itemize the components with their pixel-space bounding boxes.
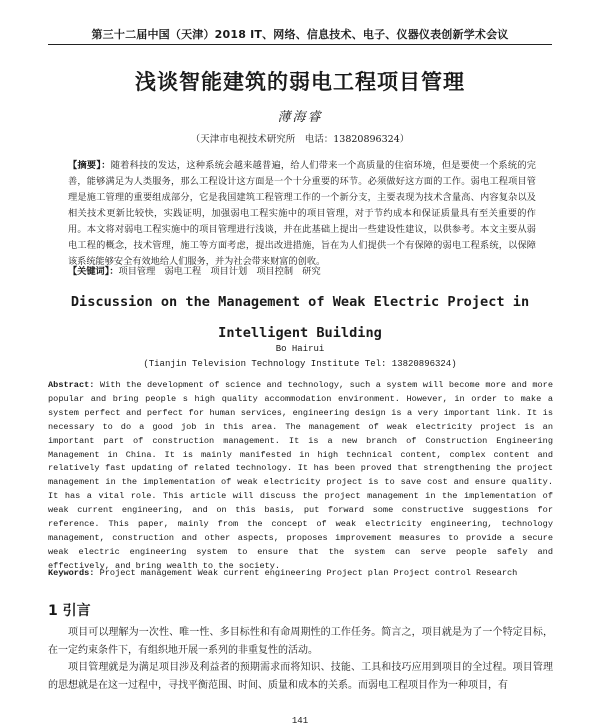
header-rule (48, 44, 552, 45)
english-keywords-text: Project management Weak current engineering Project plan Project control Research (99, 568, 518, 578)
body-paragraph: 项目管理就是为满足项目涉及利益者的预期需求而将知识、技能、工具和技巧应用到项目的全过程。项目管理的思想就是在这一过程中，寻找平衡范围、时间、质量和成本的关系。而弱电工程项目作为一种项目，有 (48, 662, 553, 691)
english-abstract (48, 379, 553, 574)
section-body (48, 624, 553, 694)
chinese-keywords (68, 264, 536, 280)
english-abstract-label: Abstract: (48, 380, 95, 390)
chinese-title: 浅谈智能建筑的弱电工程项目管理 (135, 70, 465, 94)
chinese-abstract-text: 随着科技的发达，这种系统会越来越普遍，给人们带来一个高质量的住宿环境，但是要使一个系统的完善，能够满足为人类服务，那么工程设计这方面是一个十分重要的环节。必须做好这方面的工作。弱电工程项目管理是施工管理的重要组成部分，它是我国建筑工程管理工作的一个新分支，主要表现为技术含量高、内容复杂以及相关技术更新比较快，实践证明，加强弱电工程实施中的项目管理，对于节约成本和保证质量具有至关重要的作用。本文将对弱电工程实施中的项目管理进行浅谈，并在此基础上提出一些建设性建议，以供参考。本文主要从弱电工程的概念，技术管理，施工等方面考虑，提出改进措施，旨在为人们提供一个有保障的弱电工程系统，以保障该系统能够安全有效地给人们服务，并为社会带来财富的创收。 (68, 160, 536, 267)
chinese-abstract-label: 【摘要】： (68, 160, 111, 171)
english-keywords (48, 567, 553, 580)
chinese-abstract (68, 158, 536, 270)
english-keywords-label: Keywords: (48, 568, 95, 578)
chinese-keywords-text: 项目管理 弱电工程 项目计划 项目控制 研究 (118, 266, 321, 277)
english-affiliation: (Tianjin Television Technology Institute Tel: 13820896324) (143, 359, 457, 369)
english-author: Bo Hairui (275, 344, 325, 354)
section-heading: 1 引言 (48, 603, 91, 619)
chinese-author: 薄海睿 (277, 110, 323, 125)
chinese-affiliation: （天津市电视技术研究所 电话：13820896324） (190, 134, 410, 145)
body-paragraph: 项目可以理解为一次性、唯一性、多目标性和有命周期性的工作任务。简言之，项目就是为了一个特定目标，在一定约束条件下，有组织地开展一系列的非重复性的活动。 (48, 627, 553, 656)
chinese-keywords-label: 【关键词】： (68, 266, 119, 277)
conference-header: 第三十二届中国（天津）2018 IT、网络、信息技术、电子、仪器仪表创新学术会议 (91, 28, 509, 41)
english-abstract-text: With the development of science and technology, such a system will become more and more popular and bring people s high quality accommodation environment. However, in order to make a system perfect and perfect for human services, engineering design is a very important link. It is necessary to do a good job in this area. The management of weak electricity project is an important part of construction management. It is a new branch of Construction Engineering Management in China. It is mainly manifested in high technical content, complex content and relatively fast updating of related technology. It has been proved that strengthening the project management in the implementation of weak electricity project is to save cost and ensure quality. It has a vital role. This article will discuss the project management in the implementation of weak current engineering, and on this basis, put forward some constructive suggestions for reference. This paper, mainly from the concept of weak electricity engineering, technology management, construction and other aspects, proposes improvement measures to provide a secure weak electric engineering system to ensure that the system can serve people safely and effectively, and bring wealth to the society. (48, 380, 553, 571)
english-title: Discussion on the Management of Weak Electric Project in Intelligent Building (70, 294, 530, 341)
page-number: 141 (291, 716, 309, 726)
